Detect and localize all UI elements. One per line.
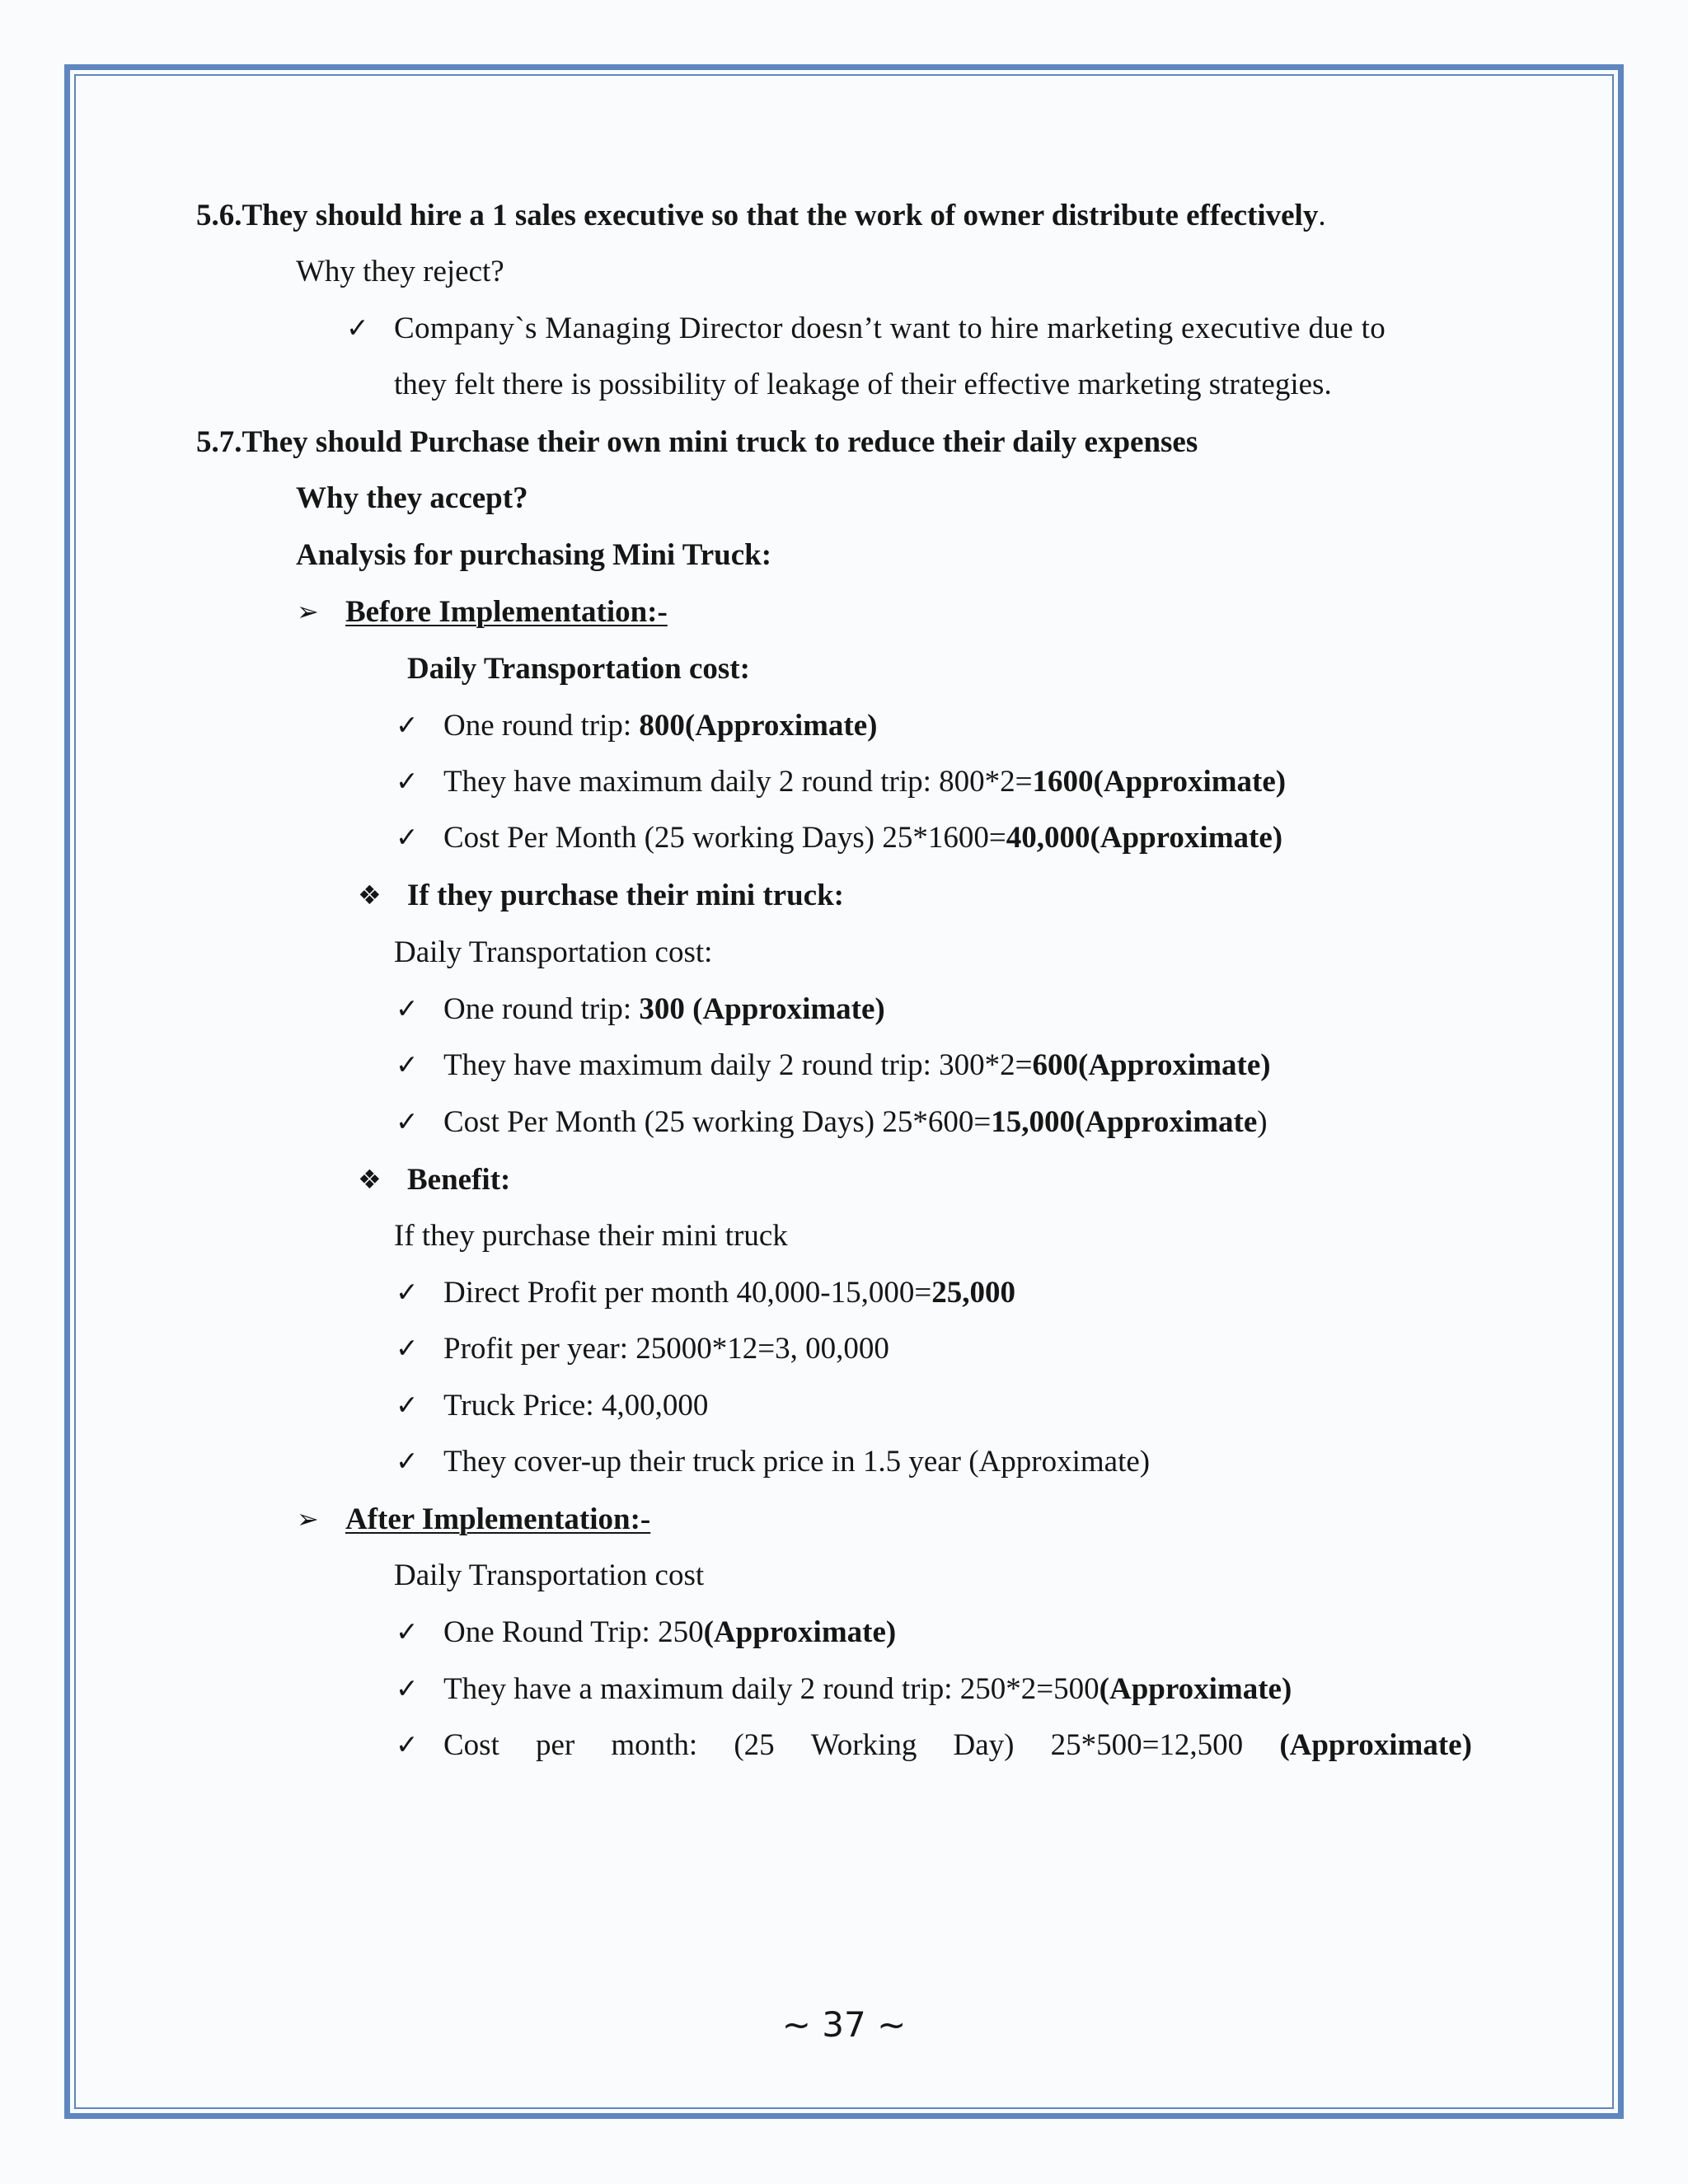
benefit-item: They cover-up their truck price in 1.5 year (Approximate) [443,1445,1151,1479]
checkmark-icon: ✓ [396,709,419,741]
purchase-item [443,1047,1271,1085]
purchase-item [443,1104,1268,1141]
section-number: 5.6. [196,199,242,232]
item-value: 25,000 [931,1276,1015,1310]
arrow-bullet-icon: ➢ [297,1503,319,1535]
item-value: (Approximate) [1279,1728,1472,1762]
checkmark-icon: ✓ [396,1615,419,1647]
word: Cost [443,1728,499,1762]
section-heading-text: They should hire a 1 sales executive so that the work of owner distribute effectively [241,199,1319,232]
checkmark-icon: ✓ [396,1445,419,1477]
checkmark-icon: ✓ [396,1332,419,1364]
arrow-bullet-icon: ➢ [297,596,319,627]
word: 25*500=12,500 [1050,1728,1244,1762]
checkmark-icon: ✓ [346,312,369,344]
word: month: [611,1728,698,1762]
item-text: One round trip: [443,709,640,743]
before-item [443,763,1286,801]
reject-reason-line-2: they felt there is possibility of leakage of their effective marketing strategies. [394,368,1332,401]
after-implementation-title: After Implementation:- [345,1502,651,1536]
diamond-bullet-icon: ❖ [358,1164,382,1195]
item-value: 600(Approximate) [1032,1048,1271,1082]
checkmark-icon: ✓ [396,992,419,1024]
purchase-title: If they purchase their mini truck: [407,879,844,912]
before-item [443,819,1282,857]
before-item [443,707,878,745]
item-text: Cost Per Month (25 working Days) 25*1600= [443,821,1006,855]
benefit-item: Truck Price: 4,00,000 [443,1389,709,1422]
item-value: 15,000(Approximate [991,1105,1258,1139]
checkmark-icon: ✓ [396,765,419,797]
section-number: 5.7. [196,425,242,459]
daily-cost-label: Daily Transportation cost: [407,652,750,686]
item-text: They have maximum daily 2 round trip: 800*2= [443,765,1033,799]
word: per [535,1728,575,1762]
page-number: ~ 37 ~ [781,2004,907,2045]
item-text: They have maximum daily 2 round trip: 300*2= [443,1048,1033,1082]
item-value: 300 (Approximate) [639,992,885,1026]
checkmark-icon: ✓ [396,821,419,853]
after-item-cost-per-month [443,1727,1472,1765]
word: (25 [734,1728,775,1762]
benefit-title: Benefit: [407,1163,511,1197]
word: Day) [953,1728,1015,1762]
purchase-daily-cost-label: Daily Transportation cost: [394,935,713,969]
item-value: 1600(Approximate) [1032,765,1287,799]
before-implementation-title: Before Implementation:- [345,595,668,629]
item-suffix: ) [1257,1105,1268,1139]
after-item [443,1671,1292,1708]
checkmark-icon: ✓ [396,1105,419,1137]
item-value: 40,000(Approximate) [1006,821,1283,855]
checkmark-icon: ✓ [396,1389,419,1421]
why-accept-label: Why they accept? [296,481,528,515]
why-reject-label: Why they reject? [296,255,504,288]
benefit-item [443,1274,1015,1312]
item-text: One round trip: [443,992,640,1026]
after-daily-cost-label: Daily Transportation cost [394,1558,705,1592]
item-text: They have a maximum daily 2 round trip: 250*2=500 [443,1672,1100,1706]
after-item [443,1614,896,1652]
word: Working [810,1728,917,1762]
checkmark-icon: ✓ [396,1276,419,1308]
benefit-subtitle: If they purchase their mini truck [394,1219,788,1253]
benefit-item: Profit per year: 25000*12=3, 00,000 [443,1332,889,1366]
section-5-6-heading [196,197,1326,235]
checkmark-icon: ✓ [396,1728,419,1760]
checkmark-icon: ✓ [396,1672,419,1704]
item-text: Cost Per Month (25 working Days) 25*600= [443,1105,992,1139]
purchase-item [443,991,885,1029]
checkmark-icon: ✓ [396,1048,419,1080]
item-text: One Round Trip: 250 [443,1615,704,1649]
heading-period: . [1318,199,1326,232]
section-5-7-heading [196,424,1198,462]
diamond-bullet-icon: ❖ [358,879,382,911]
reject-reason-line-1 [394,310,1472,348]
item-value: 800(Approximate) [639,709,878,743]
analysis-label: Analysis for purchasing Mini Truck: [296,538,772,572]
section-heading-text: They should Purchase their own mini truck to reduce their daily expenses [241,425,1198,459]
item-value: (Approximate) [1099,1672,1292,1706]
reject-reason-text: Company`s Managing Director doesn’t want to hire marketing executive due to [394,312,1386,345]
item-text: Direct Profit per month 40,000-15,000= [443,1276,932,1310]
item-value: (Approximate) [703,1615,897,1649]
